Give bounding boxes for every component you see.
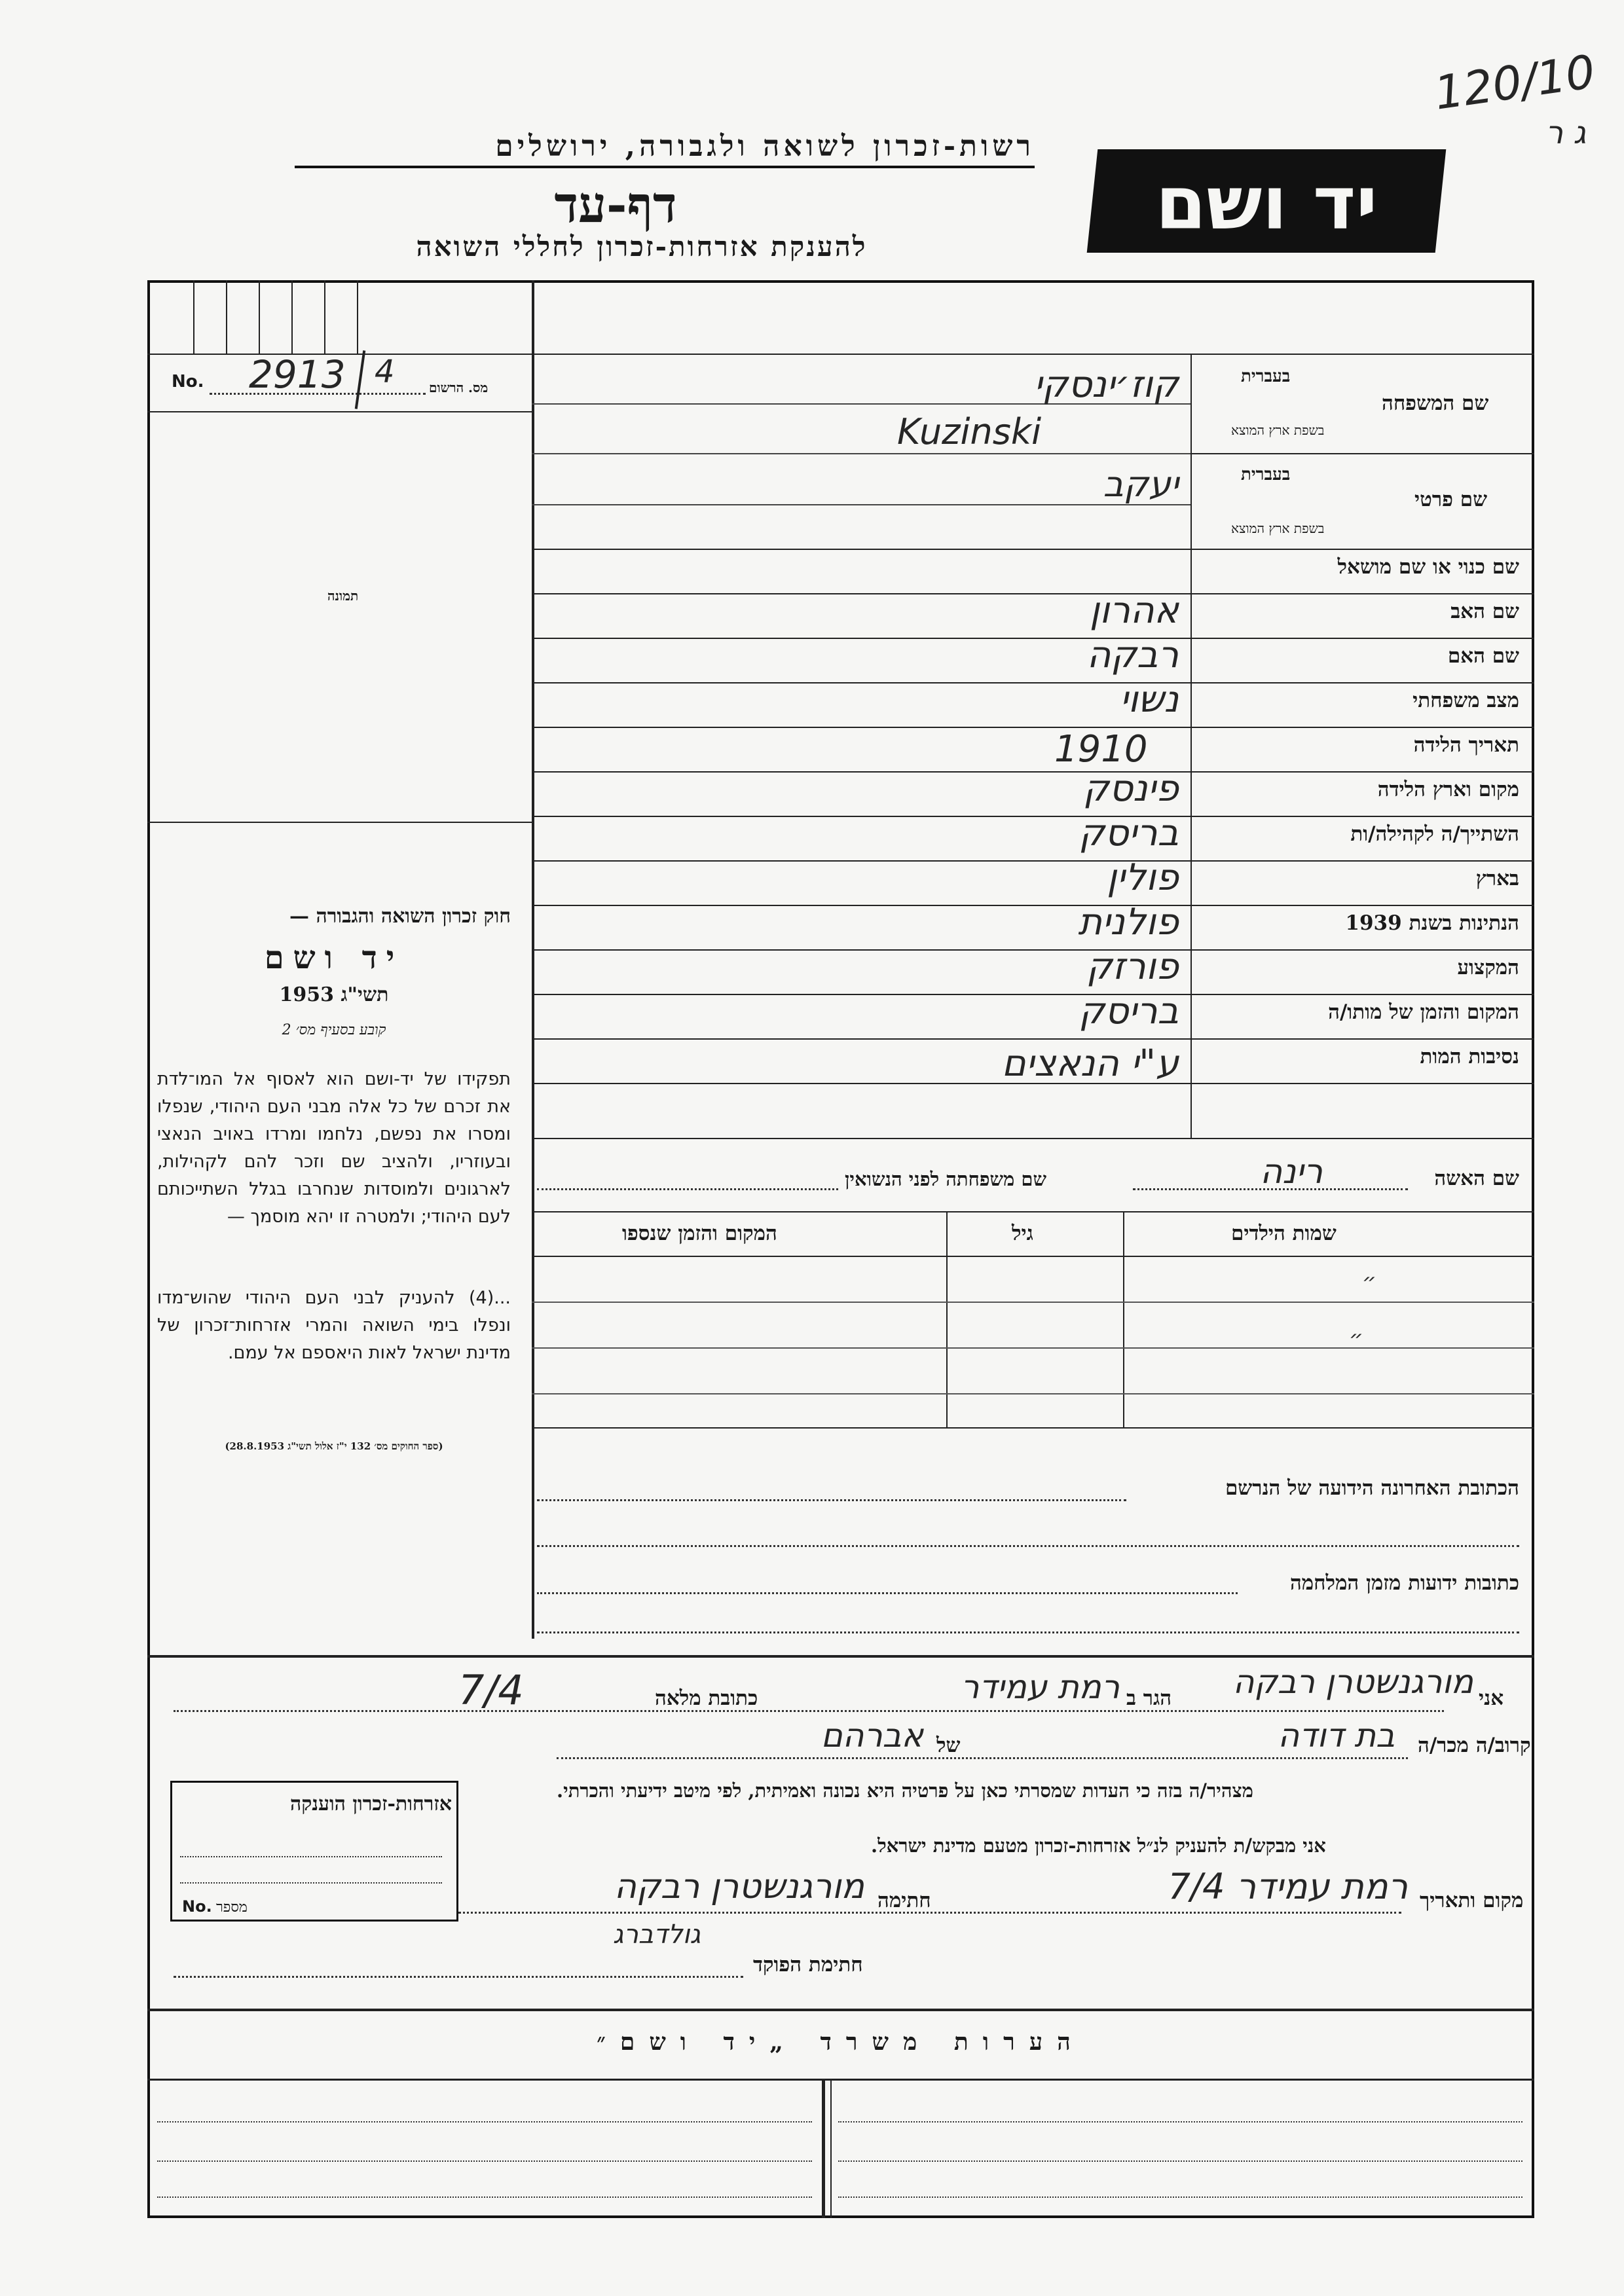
of-value: אברהם <box>821 1717 923 1755</box>
form-title: דף-עד <box>554 175 677 234</box>
lives-in-label: הגר ב <box>1126 1686 1172 1710</box>
community-value: בריסק <box>1079 812 1179 854</box>
place-date-label: מקום ותאריך <box>1420 1889 1524 1912</box>
declaration-request: אני מבקש/ת להעניק לנ״ל אזרחות-זכרון מטעם מדינת ישראל. <box>871 1834 1326 1857</box>
birth-place-value: פינסק <box>1083 767 1179 810</box>
officer-signature: גולדברג <box>612 1920 701 1950</box>
father-name-value: אהרון <box>1089 589 1179 632</box>
full-address-label: כתובת מלאה <box>655 1686 758 1710</box>
citizenship-no-label: No. <box>182 1897 212 1916</box>
first-name-hebrew-value: יעקב <box>1103 464 1179 505</box>
birth-date-label: תאריך הלידה <box>1413 733 1519 757</box>
family-name-origin-value: Kuzinski <box>897 411 1042 452</box>
first-name-origin-sublabel: בשפת ארץ המוצא <box>1231 520 1325 536</box>
place-date-value: רמת עמידר 7/4 <box>1168 1866 1408 1907</box>
family-name-hebrew-value: קוז׳ינסקי <box>1033 363 1179 406</box>
birth-date-value: 1910 <box>1054 728 1148 771</box>
child-row-1-mark: ״ <box>1362 1269 1376 1295</box>
marital-status-value: נשוי <box>1120 678 1179 721</box>
country-label: בארץ <box>1475 867 1519 890</box>
law-citation: (ספר החוקים מס׳ 132 י"ז אלול תשי"ג 28.8.1953) <box>225 1440 443 1452</box>
declaration-prefix: אני <box>1479 1686 1504 1710</box>
family-name-hebrew-sublabel: בעברית <box>1241 367 1291 386</box>
country-value: פולין <box>1107 856 1179 899</box>
wife-maiden-name-label: שם משפחתה לפני הנשואין <box>845 1168 1046 1190</box>
mother-name-label: שם האם <box>1447 644 1519 668</box>
registration-number: 2913 <box>249 352 346 397</box>
registration-no-label: No. <box>172 372 204 392</box>
wife-name-label: שם האשה <box>1434 1167 1519 1190</box>
corner-note: ג ר <box>1545 115 1587 151</box>
death-circumstances-label: נסיבות המות <box>1420 1045 1519 1068</box>
law-paragraph-1: תפקידו של יד-ושם הוא לאסוף אל המו־לדת את זכרם של כל אלה מבני העם היהודי, שנפלו ומסרו את נפשם, נלחמו ומרדו באויב הנאצי ובעוזריו, ולהציב שם וזכר להם לקהילות, לארגונים ולמוסדות שנחרבו בגלל השתייכותם לעם היהודי; ולמטרה זו יהא מוסמך — <box>157 1069 511 1227</box>
logo-text: יד ושם <box>1155 161 1378 246</box>
mother-name-value: רבקה <box>1086 634 1179 676</box>
declarant-name: מורגנשטרן רבקה <box>1232 1663 1473 1701</box>
citizenship-number-label: מספר <box>216 1899 248 1916</box>
first-name-label: שם פרטי <box>1414 488 1488 511</box>
profession-value: פורזק <box>1086 945 1179 988</box>
declarant-city: רמת עמידר <box>961 1668 1120 1706</box>
citizenship-1939-label: הנתינות בשנת 1939 <box>1345 911 1519 935</box>
citizenship-1939-value: פולנית <box>1078 901 1179 943</box>
signature-value: מורגנשטרן רבקה <box>614 1867 864 1906</box>
first-name-hebrew-sublabel: בעברית <box>1241 465 1291 484</box>
death-circumstances-value: ע"י הנאצים <box>1001 1042 1179 1085</box>
officer-signature-label: חתימת הפוקד <box>753 1953 863 1977</box>
declarant-address: 7/4 <box>458 1666 524 1714</box>
registration-suffix: 4 <box>375 354 395 390</box>
father-name-label: שם האב <box>1450 600 1519 623</box>
authority-line: רשות-זכרון לשואה ולגבורה, ירושלים <box>295 130 1035 168</box>
marital-status-label: מצב משפחתי <box>1412 689 1519 712</box>
law-section: קובע בסעיף מס׳ 2 <box>282 1022 386 1038</box>
form-frame <box>147 280 1534 2218</box>
last-known-address-label: הכתובת האחרונה הידועה של הנרשם <box>1225 1476 1519 1500</box>
death-place-time-label: המקום והזמן של מותו/ה <box>1328 1000 1519 1024</box>
wartime-addresses-label: כתובות ידועות מזמן המלחמה <box>1289 1571 1519 1595</box>
registration-label: מס. הרשום <box>429 380 489 395</box>
community-label: השתייך/ה לקהילה/ות <box>1350 822 1519 846</box>
relation-label: קרוב/ה מכר/ה <box>1418 1734 1531 1757</box>
law-year: תשי"ג 1953 <box>279 983 389 1006</box>
birth-place-label: מקום וארץ הלידה <box>1377 778 1519 801</box>
law-name: יד ושם <box>264 939 404 976</box>
nickname-label: שם כנוי או שם מושאל <box>1337 555 1519 579</box>
declaration-statement: מצהיר/ה בזה כי העדות שמסרתי כאן על פרטיה היא נכונה ואמיתית, לפי מיטב ידיעתי והכרתי. <box>557 1779 1253 1802</box>
corner-annotation: 120/10 <box>1431 45 1598 120</box>
signature-label: חתימה <box>877 1889 931 1912</box>
of-label: של <box>936 1734 961 1757</box>
children-names-header: שמות הילדים <box>1231 1222 1337 1245</box>
child-row-2-mark: ״ <box>1349 1326 1363 1352</box>
profession-label: המקצוע <box>1457 956 1519 979</box>
children-death-header: המקום והזמן שנספו <box>622 1222 777 1245</box>
law-title: חוק זכרון השואה והגבורה — <box>289 905 511 928</box>
photo-label: תמונה <box>327 588 359 604</box>
family-name-label: שם המשפחה <box>1382 392 1489 415</box>
wife-name-value: רינה <box>1260 1152 1323 1192</box>
children-age-header: גיל <box>1012 1222 1033 1245</box>
family-name-origin-sublabel: בשפת ארץ המוצא <box>1231 422 1325 438</box>
relation-value: בת דודה <box>1278 1717 1395 1755</box>
law-paragraph-2: ...(4) להעניק לבני העם היהודי שהוש־מדו ונפלו בימי השואה והמרי אזרחות־זכרון של מדינת ישראל לאות היאספם אל עמם. <box>157 1288 511 1363</box>
citizenship-granted-title: אזרחות-זכרון הוענקה <box>289 1793 452 1815</box>
remarks-title: הערות משרד „יד ושם״ <box>597 2028 1085 2056</box>
death-place-time-value: בריסק <box>1079 990 1179 1032</box>
form-subtitle: להענקת אזרחות-זכרון לחללי השואה <box>416 230 868 263</box>
